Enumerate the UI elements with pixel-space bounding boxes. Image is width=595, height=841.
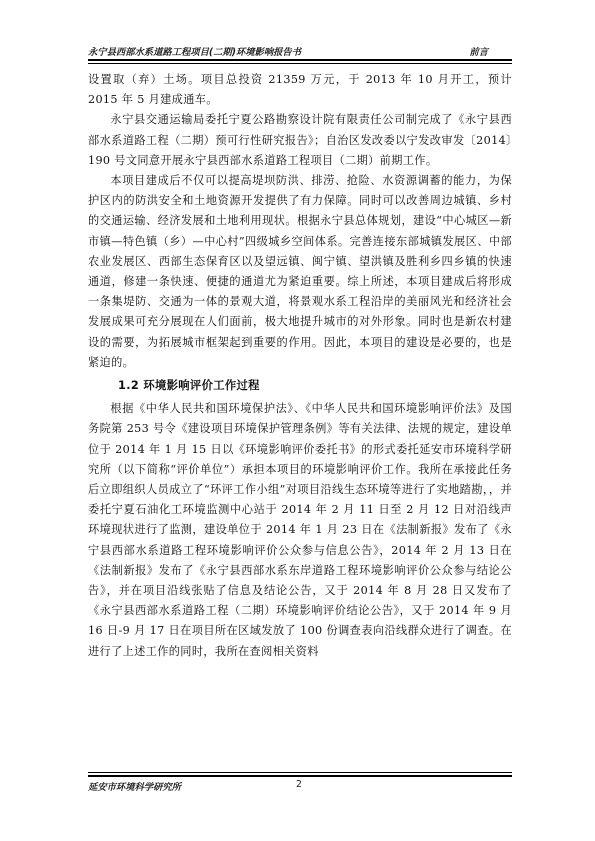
- header-section: 前言: [469, 47, 488, 58]
- paragraph-eia-process: 根据《中华人民共和国环境保护法》、《中华人民共和国环境影响评价法》及国务院第 253 号令《建设项目环境保护管理条例》等有关法律、法规的规定，建设单位于 2014 年 1 月 15 日以《环境影响评价委托书》的形式委托延安市环境科学研究所（以下简称“评价单位”）承担本项目的环境影响评价工作。我所在承接此任务后立即组织人员成立了“环评工作小组”对项目沿线生态环境等进行了实地踏勘，，并委托宁夏石油化工环境监测中心站于 2014 年 2 月 11 日至 2 月 12 日对沿线声环境现状进行了监测，建设单位于 2014 年 1 月 23 日在《法制新报》发布了《永宁县西部水系道路工程环境影响评价公众参与信息公告》，2014 年 2 月 13 日在《法制新报》发布了《永宁县西部水系东岸道路工程环境影响评价公众参与结论公告》，并在项目沿线张贴了信息及结论公告，又于 2014 年 8 月 28 日又发布了《永宁县西部水系道路工程（二期）环境影响评价结论公告》，又于 2014 年 9 月 16 日-9 月 17 日在项目所在区域发放了 100 份调查表向沿线群众进行了调查。在进行了上述工作的同时，我所在查阅相关资料: [88, 402, 512, 658]
- document-body: [88, 70, 512, 662]
- section-heading: 1.2 环境影响评价工作过程: [118, 379, 260, 393]
- header-rule: [88, 59, 512, 64]
- page-header: [88, 40, 512, 58]
- paragraph-continuation: 设置取（弃）土场。项目总投资 21359 万元，于 2013 年 10 月开工，预计 2015 年 5 月建成通车。: [88, 73, 512, 107]
- page-number: 2: [296, 779, 302, 790]
- header-title: 永宁县西部水系道路工程项目(二期)环境影响报告书: [88, 47, 302, 58]
- paragraph-feasibility: 永宁县交通运输局委托宁夏公路勘察设计院有限责任公司制完成了《永宁县西部水系道路工程（二期）预可行性研究报告》；自治区发改委以宁发改审发〔2014〕190 号文同意开展永宁县西部水系道路工程项目（二期）前期工作。: [88, 113, 512, 167]
- footer-organization: 延安市环境科学研究所: [88, 782, 181, 793]
- paragraph-necessity: 本项目建成后不仅可以提高堤坝防洪、排涝、抢险、水资源调蓄的能力，为保护区内的防洪安全和土地资源开发提供了有力保障。同时可以改善周边城镇、乡村的交通运输、经济发展和土地利用现状。根据永宁县总体规划，建设“中心城区—新市镇—特色镇（乡）—中心村”四级城乡空间体系。完善连接东部城镇发展区、中部农业发展区、西部生态保育区以及望远镇、闽宁镇、望洪镇及胜利乡四乡镇的快速通道，修建一条快速、便捷的通道尤为紧迫重要。综上所述，本项目建成后将形成一条集堤防、交通为一体的景观大道，将景观水系工程沿岸的美丽风光和经济社会发展成果可充分展现在人们面前，极大地提升城市的对外形象。同时也是新农村建设的需要，为拓展城市框架起到重要的作用。因此，本项目的建设是必要的，也是紧迫的。: [88, 174, 512, 369]
- page-footer: [88, 777, 512, 793]
